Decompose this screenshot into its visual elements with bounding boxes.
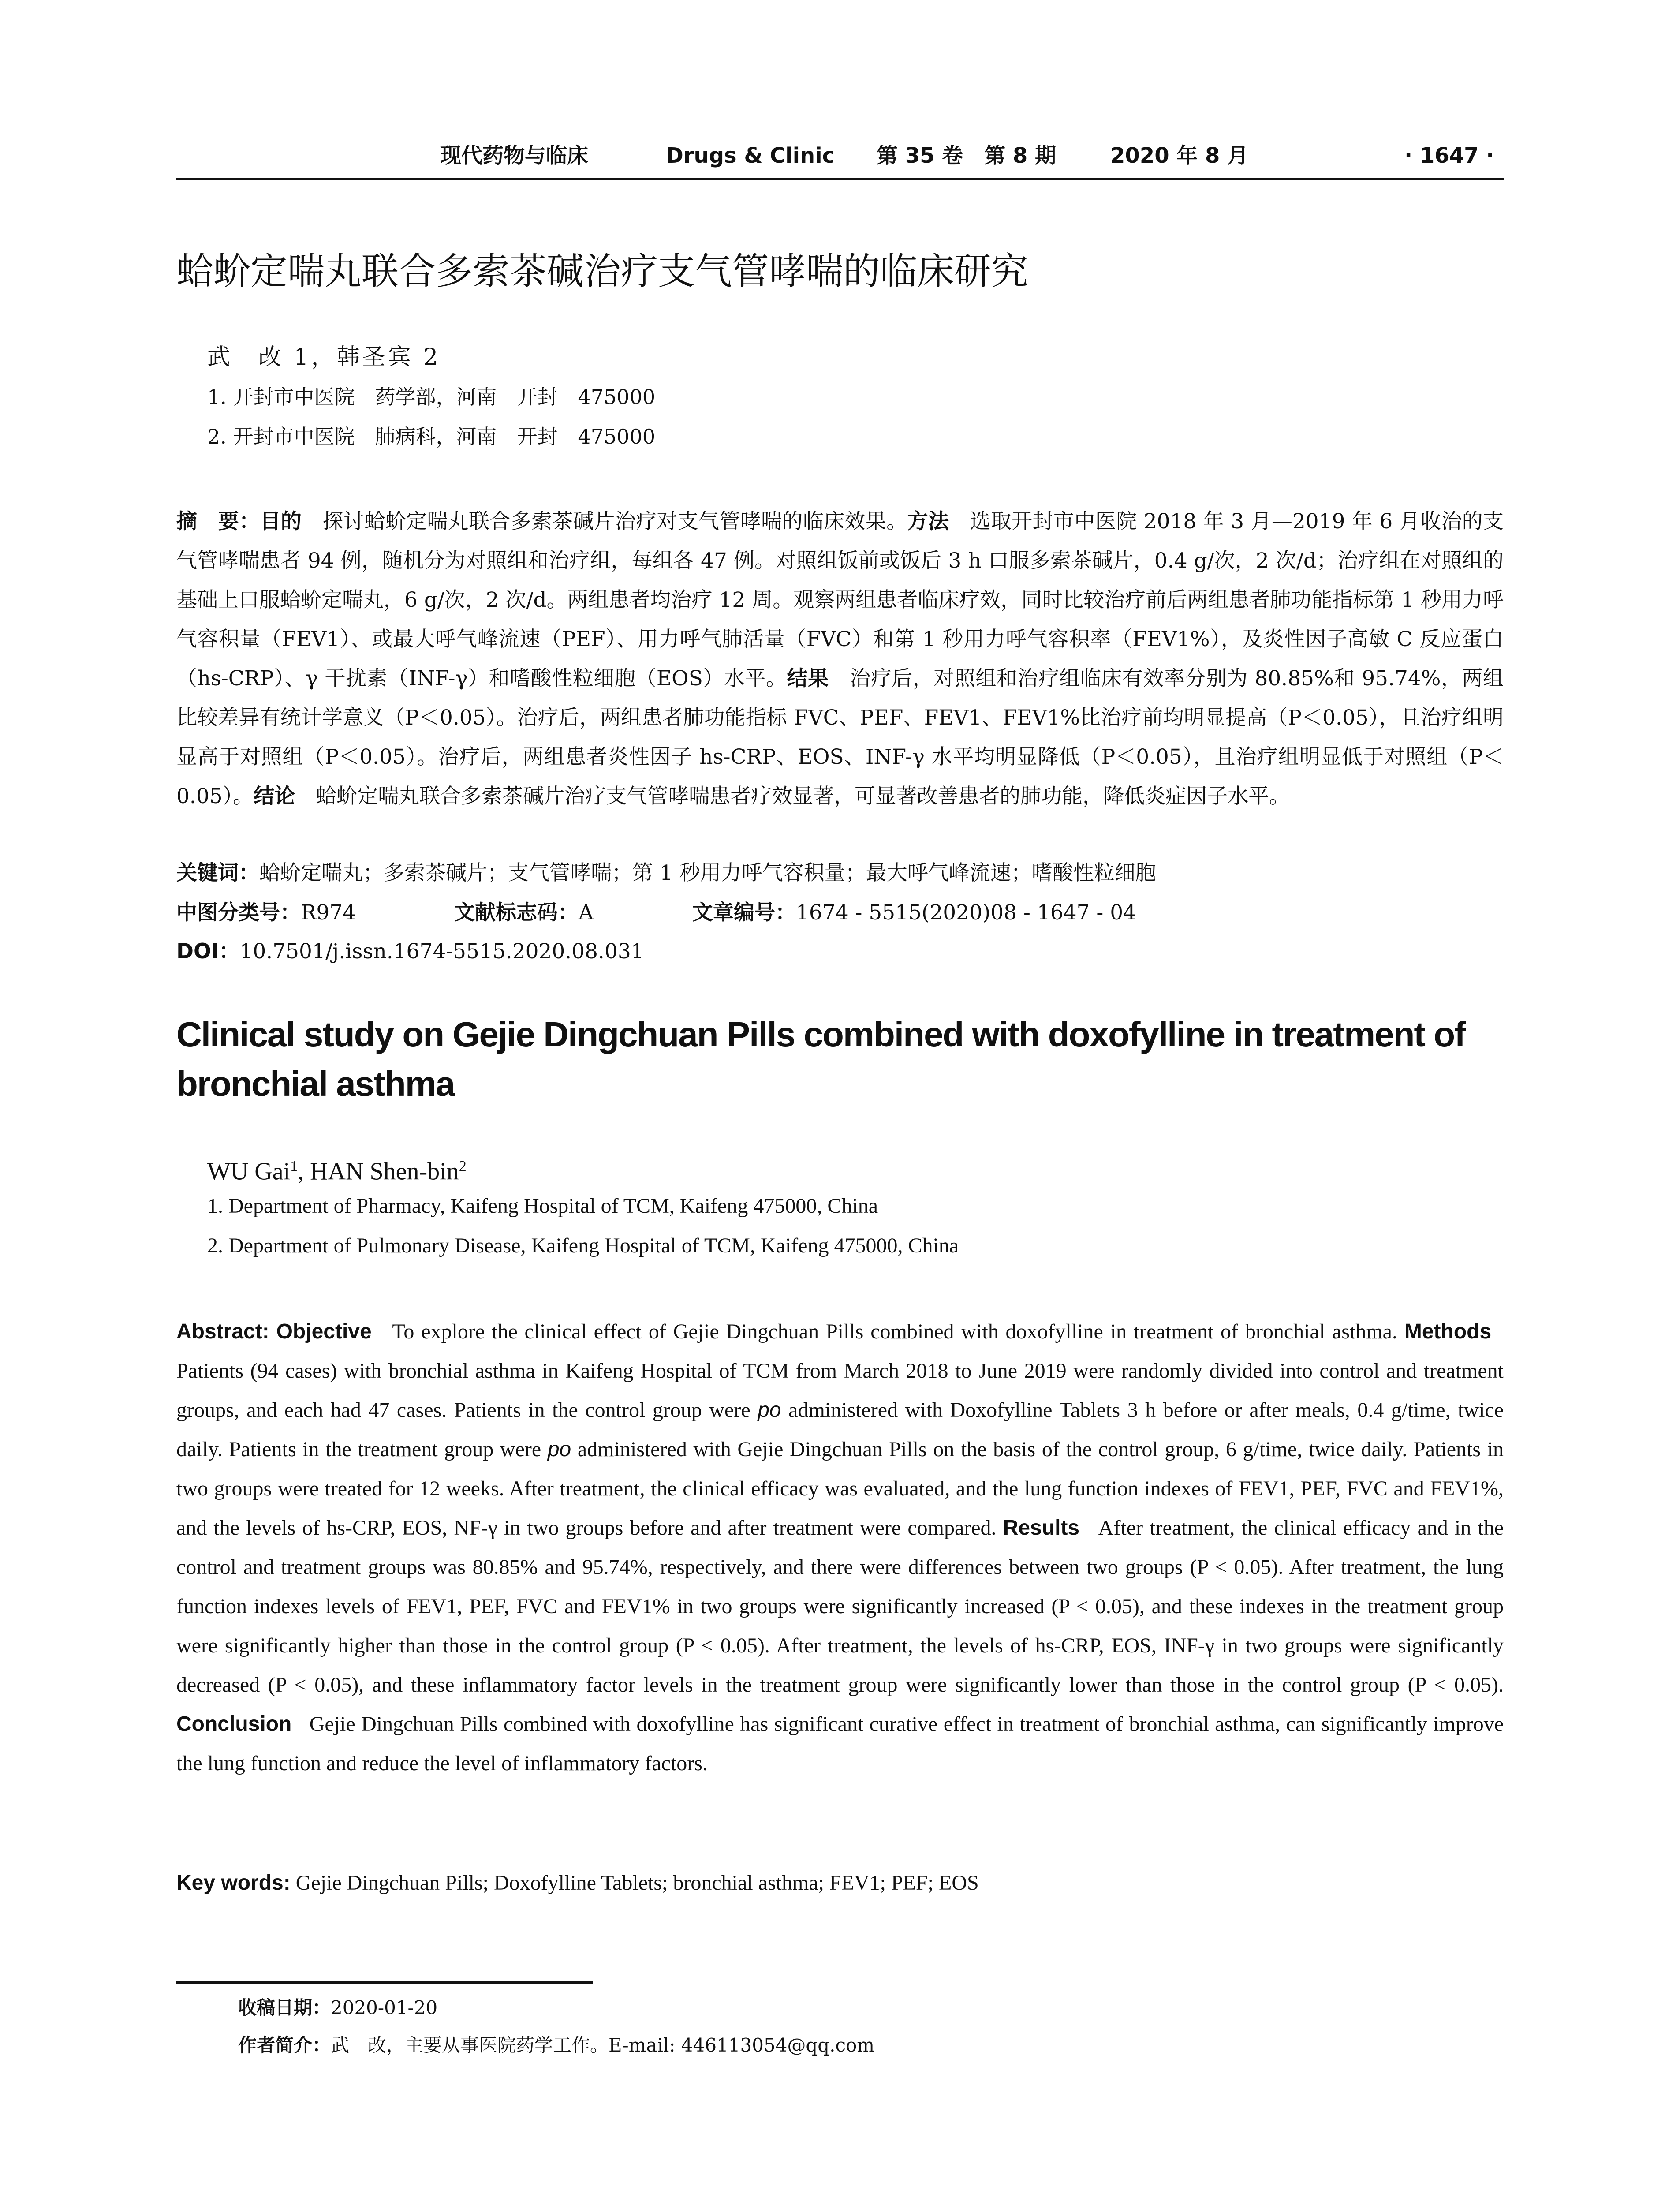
- classification-line: [176, 895, 1137, 931]
- objective-label-cn: 目的: [260, 509, 302, 534]
- clc-label: 中图分类号：: [176, 901, 301, 925]
- methods-label-cn: 方法: [907, 509, 949, 534]
- received-date: [238, 1993, 437, 2022]
- page-number: · 1647 ·: [1404, 143, 1494, 168]
- volume-issue: 第 35 卷 第 8 期: [877, 143, 1057, 168]
- conclusion-cn: 蛤蚧定喘丸联合多索茶碱片治疗支气管哮喘患者疗效显著，可显著改善患者的肺功能，降低炎症因子水平。: [316, 784, 1290, 808]
- author-bio-text: 武 改，主要从事医院药学工作。E-mail: 446113054@qq.com: [331, 2034, 875, 2056]
- keywords-cn-text: 蛤蚧定喘丸；多索茶碱片；支气管哮喘；第 1 秒用力呼气容积量；最大呼气峰流速；嗜酸性粒细胞: [259, 861, 1156, 885]
- methods-en-2: administered with Doxofylline Tablets 3 h before or after meals, 0.4 g/time, twice daily. Patients in the treatment group were: [176, 1398, 1504, 1461]
- affiliation-en-1: 1. Department of Pharmacy, Kaifeng Hospital of TCM, Kaifeng 475000, China: [207, 1194, 878, 1218]
- objective-cn: 探讨蛤蚧定喘丸联合多索茶碱片治疗对支气管哮喘的临床效果。: [322, 509, 907, 534]
- keywords-cn-label: 关键词：: [176, 861, 259, 885]
- results-en: After treatment, the clinical efficacy and in the control and treatment groups was 80.85% and 95.74%, respectively, and there were differences between two groups (P < 0.05). After treatment, the lung function indexes levels of FEV1, PEF, FVC and FEV1% in two groups were significantly increased (P < 0.05), and these indexes in the treatment group were significantly higher than those in the control group (P < 0.05). After treatment, the levels of hs-CRP, EOS, INF-γ in two groups were significantly decreased (P < 0.05), and these inflammatory factor levels in the treatment group were significantly lower than those in the control group (P < 0.05).: [176, 1516, 1504, 1697]
- authors-cn: 武 改 1，韩圣宾 2: [207, 344, 441, 370]
- doc-code-label: 文献标志码：: [454, 901, 579, 925]
- doi-line: [176, 934, 644, 969]
- clc-value: R974: [301, 901, 356, 925]
- author-en-1: WU Gai: [207, 1158, 291, 1185]
- abstract-cn-label: 摘 要：: [176, 509, 260, 534]
- doi-label: DOI：: [176, 939, 240, 964]
- affiliation-cn-1: 1. 开封市中医院 药学部，河南 开封 475000: [207, 385, 656, 409]
- author-bio: [238, 2031, 874, 2060]
- journal-name-cn: 现代药物与临床: [440, 143, 589, 168]
- keywords-cn: [176, 856, 1156, 891]
- received-label: 收稿日期：: [238, 1997, 331, 2018]
- conclusion-label-en: Conclusion: [176, 1712, 292, 1736]
- keywords-en: [176, 1865, 979, 1901]
- affiliation-cn-2: 2. 开封市中医院 肺病科，河南 开封 475000: [207, 425, 656, 448]
- author-en-2: HAN Shen-bin: [310, 1158, 459, 1185]
- author-bio-label: 作者简介：: [238, 2034, 331, 2056]
- po-term-1: po: [758, 1398, 781, 1422]
- conclusion-en: Gejie Dingchuan Pills combined with doxofylline has significant curative effect in treatment of bronchial asthma, can significantly improve the lung function and reduce the level of inflammatory factors.: [176, 1712, 1504, 1775]
- methods-label-en: Methods: [1404, 1320, 1492, 1343]
- abstract-cn: [176, 502, 1504, 816]
- abstract-en-label: Abstract:: [176, 1320, 269, 1343]
- methods-cn: 选取开封市中医院 2018 年 3 月—2019 年 6 月收治的支气管哮喘患者 94 例，随机分为对照组和治疗组，每组各 47 例。对照组饭前或饭后 3 h 口服多索茶碱片，0.4 g/次，2 次/d；治疗组在对照组的基础上口服蛤蚧定喘丸，6 g/次，2 次/d。两组患者均治疗 12 周。观察两组患者临床疗效，同时比较治疗前后两组患者肺功能指标第 1 秒用力呼气容积量（FEV1）、或最大呼气峰流速（PEF）、用力呼气肺活量（FVC）和第 1 秒用力呼气容积率（FEV1%），及炎性因子高敏 C 反应蛋白（hs-CRP）、γ 干扰素（INF-γ）和嗜酸性粒细胞（EOS）水平。: [176, 509, 1504, 691]
- doc-code-value: A: [579, 901, 594, 925]
- keywords-en-label: Key words:: [176, 1871, 291, 1895]
- results-label-en: Results: [1003, 1516, 1080, 1540]
- received-value: 2020-01-20: [331, 1997, 438, 2018]
- results-cn: 治疗后，对照组和治疗组临床有效率分别为 80.85%和 95.74%，两组比较差异有统计学意义（P＜0.05）。治疗后，两组患者肺功能指标 FVC、PEF、FEV1、FEV1%比治疗前均明显提高（P＜0.05），且治疗组明显高于对照组（P＜0.05）。治疗后，两组患者炎性因子 hs-CRP、EOS、INF-γ 水平均明显降低（P＜0.05），且治疗组明显低于对照组（P＜0.05）。: [176, 666, 1504, 808]
- results-label-cn: 结果: [787, 666, 829, 691]
- methods-en-1: Patients (94 cases) with bronchial asthma in Kaifeng Hospital of TCM from March 2018 to June 2019 were randomly divided into control and treatment groups, and each had 47 cases. Patients in the control group were: [176, 1359, 1504, 1422]
- po-term-2: po: [547, 1438, 571, 1461]
- objective-label-en: Objective: [276, 1320, 372, 1343]
- article-no-label: 文章编号：: [692, 901, 796, 925]
- keywords-en-text: Gejie Dingchuan Pills; Doxofylline Tablets; bronchial asthma; FEV1; PEF; EOS: [295, 1871, 979, 1895]
- footnote-divider: [176, 1981, 593, 1984]
- journal-name-en: Drugs & Clinic: [666, 143, 835, 168]
- article-no-value: 1674 - 5515(2020)08 - 1647 - 04: [796, 901, 1137, 925]
- title-cn: 蛤蚧定喘丸联合多索茶碱治疗支气管哮喘的临床研究: [176, 250, 1029, 293]
- running-header: [176, 140, 1504, 180]
- affiliation-en-2: 2. Department of Pulmonary Disease, Kaifeng Hospital of TCM, Kaifeng 475000, China: [207, 1234, 959, 1257]
- conclusion-label-cn: 结论: [254, 784, 295, 808]
- methods-en-3: administered with Gejie Dingchuan Pills on the basis of the control group, 6 g/time, twice daily. Patients in two groups were treated for 12 weeks. After treatment, the clinical efficacy was evaluated, and the lung function indexes of FEV1, PEF, FVC and FEV1%, and the levels of hs-CRP, EOS, NF-γ in two groups before and after treatment were compared.: [176, 1438, 1504, 1540]
- author-en-2-affil: 2: [459, 1158, 467, 1174]
- authors-en: WU Gai$^1$, HAN Shen-bin$^2$: [207, 1158, 467, 1185]
- issue-date: 2020 年 8 月: [1110, 143, 1249, 168]
- doi-value[interactable]: 10.7501/j.issn.1674-5515.2020.08.031: [239, 939, 644, 964]
- author-en-1-affil: 1: [290, 1158, 298, 1174]
- objective-en: To explore the clinical effect of Gejie Dingchuan Pills combined with doxofylline in treatment of bronchial asthma.: [392, 1320, 1397, 1343]
- abstract-en: [176, 1312, 1504, 1783]
- title-en: Clinical study on Gejie Dingchuan Pills combined with doxofylline in treatment of bronchial asthma: [176, 1015, 1465, 1103]
